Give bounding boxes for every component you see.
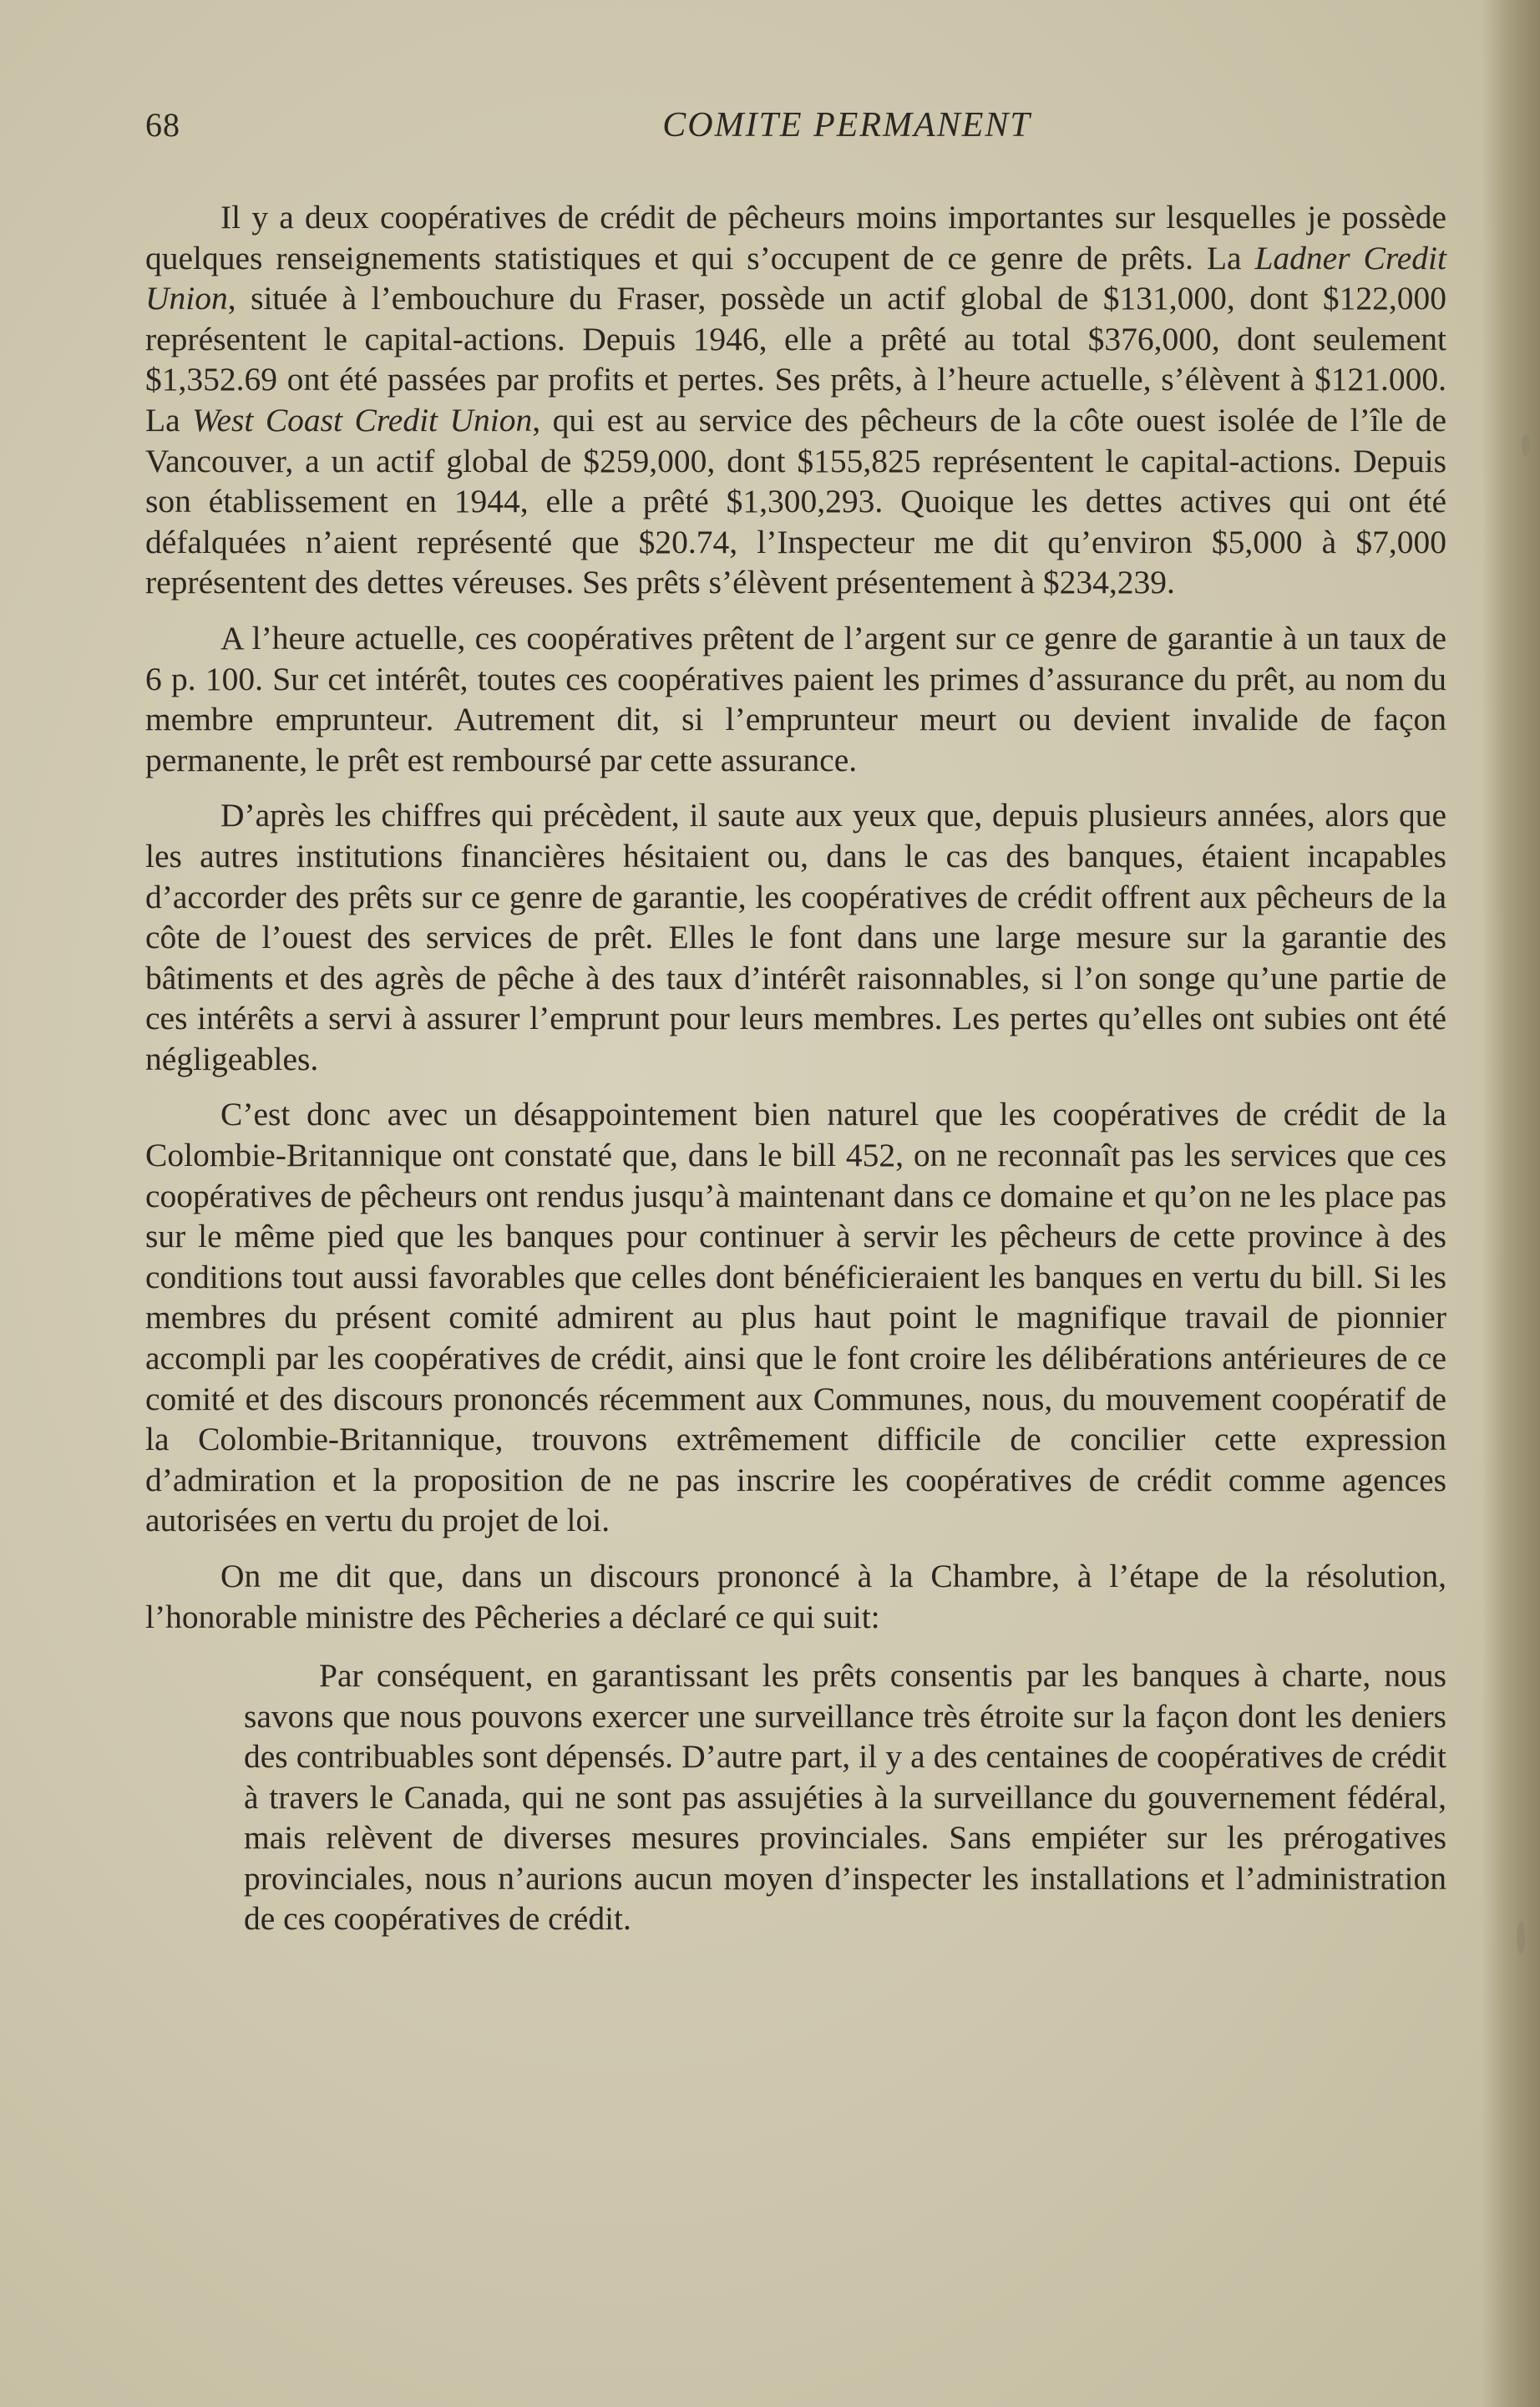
paper-speck [1522, 434, 1530, 456]
page-number: 68 [145, 106, 180, 144]
block-quote: Par conséquent, en garantissant les prêts consentis par les banques à charte, nous savons que nous pouvons exercer une surveillance très étroite sur la façon dont les deniers des contribuables sont dépensés. D’autre part, il y a des centaines de coopératives de crédit à travers le Canada, qui ne sont pas assujéties à la surveillance du gouvernement fédéral, mais relèvent de diverses mesures provinciales. Sans empiéter sur les prérogatives provinciales, nous n’aurions aucun moyen d’inspecter les installations et l’administration de ces coopératives de crédit. [244, 1657, 1446, 1938]
running-title: COMITE PERMANENT [662, 106, 1031, 144]
paragraph-loan-services: D’après les chiffres qui précèdent, il saute aux yeux que, depuis plusieurs années, alors que les autres institutions financières hésitaient ou, dans le cas des banques, étaient incapables d’accorder des prêts sur ce genre de garantie, les coopératives de crédit offrent aux pêcheurs de la côte de l’ouest des services de prêt. Elles le font dans une large mesure sur la garantie des bâtiments et des agrès de pêche à des taux d’intérêt raisonnables, si l’on songe qu’une partie de ces intérêts a servi à assurer l’emprunt pour leurs membres. Les pertes qu’elles ont subies ont été négligeables. [145, 797, 1446, 1077]
page-header [145, 105, 1448, 155]
credit-union-name: Ladner Credit Union [145, 239, 1446, 317]
credit-union-name: West Coast Credit Union [192, 401, 533, 438]
paragraph-minister-statement: On me dit que, dans un discours prononcé à la Chambre, à l’étape de la résolution, l’honorable ministre des Pêcheries a déclaré ce qui suit: [145, 1558, 1446, 1635]
body-text [145, 197, 1446, 1939]
paragraph-interest-rate: A l’heure actuelle, ces coopératives prêtent de l’argent sur ce genre de garantie à un taux de 6 p. 100. Sur cet intérêt, toutes ces coopératives paient les primes d’assurance du prêt, au nom du membre emprunteur. Autrement dit, si l’emprunteur meurt ou devient invalide de façon permanente, le prêt est remboursé par cette assurance. [145, 619, 1446, 778]
paper-speck [1517, 1921, 1525, 1954]
page-edge-shadow [1482, 0, 1540, 2407]
paragraph-disappointment: C’est donc avec un désappointement bien naturel que les coopératives de crédit de la Colombie-Britannique ont constaté que, dans le bill 452, on ne reconnaît pas les services que ces coopératives de pêcheurs ont rendus jusqu’à maintenant dans ce domaine et qu’on ne les place pas sur le même pied que les banques pour continuer à servir les pêcheurs de cette province à des conditions tout aussi favorables que celles dont bénéficieraient les banques en vertu du bill. Si les membres du présent comité admirent au plus haut point le magnifique travail de pionnier accompli par les coopératives de crédit, ainsi que le font croire les délibérations antérieures de ce comité et des discours prononcés récemment aux Communes, nous, du mouvement coopératif de la Colombie-Britannique, trouvons extrêmement difficile de concilier cette expression d’admiration et la proposition de ne pas inscrire les coopératives de crédit comme agences autorisées en vertu du projet de loi. [145, 1096, 1446, 1539]
paragraph-credit-unions: Il y a deux coopératives de crédit de pêcheurs moins importantes sur lesquelles je possède quelques renseignements statistiques et qui s’occupent de ce genre de prêts. La Ladner Credit Union, située à l’embouchure du Fraser, possède un actif global de $131,000, dont $122,000 représentent le capital-actions. Depuis 1946, elle a prêté au total $376,000, dont seulement $1,352.69 ont été passées par profits et pertes. Ses prêts, à l’heure actuelle, s’élèvent à $121.000. La West Coast Credit Union, qui est au service des pêcheurs de la côte ouest isolée de l’île de Vancouver, a un actif global de $259,000, dont $155,825 représentent le capital-actions. Depuis son établissement en 1944, elle a prêté $1,300,293. Quoique les dettes actives qui ont été défalquées n’aient représenté que $20.74, l’Inspecteur me dit qu’environ $5,000 à $7,000 représentent des dettes véreuses. Ses prêts s’élèvent présentement à $234,239. [145, 199, 1446, 601]
